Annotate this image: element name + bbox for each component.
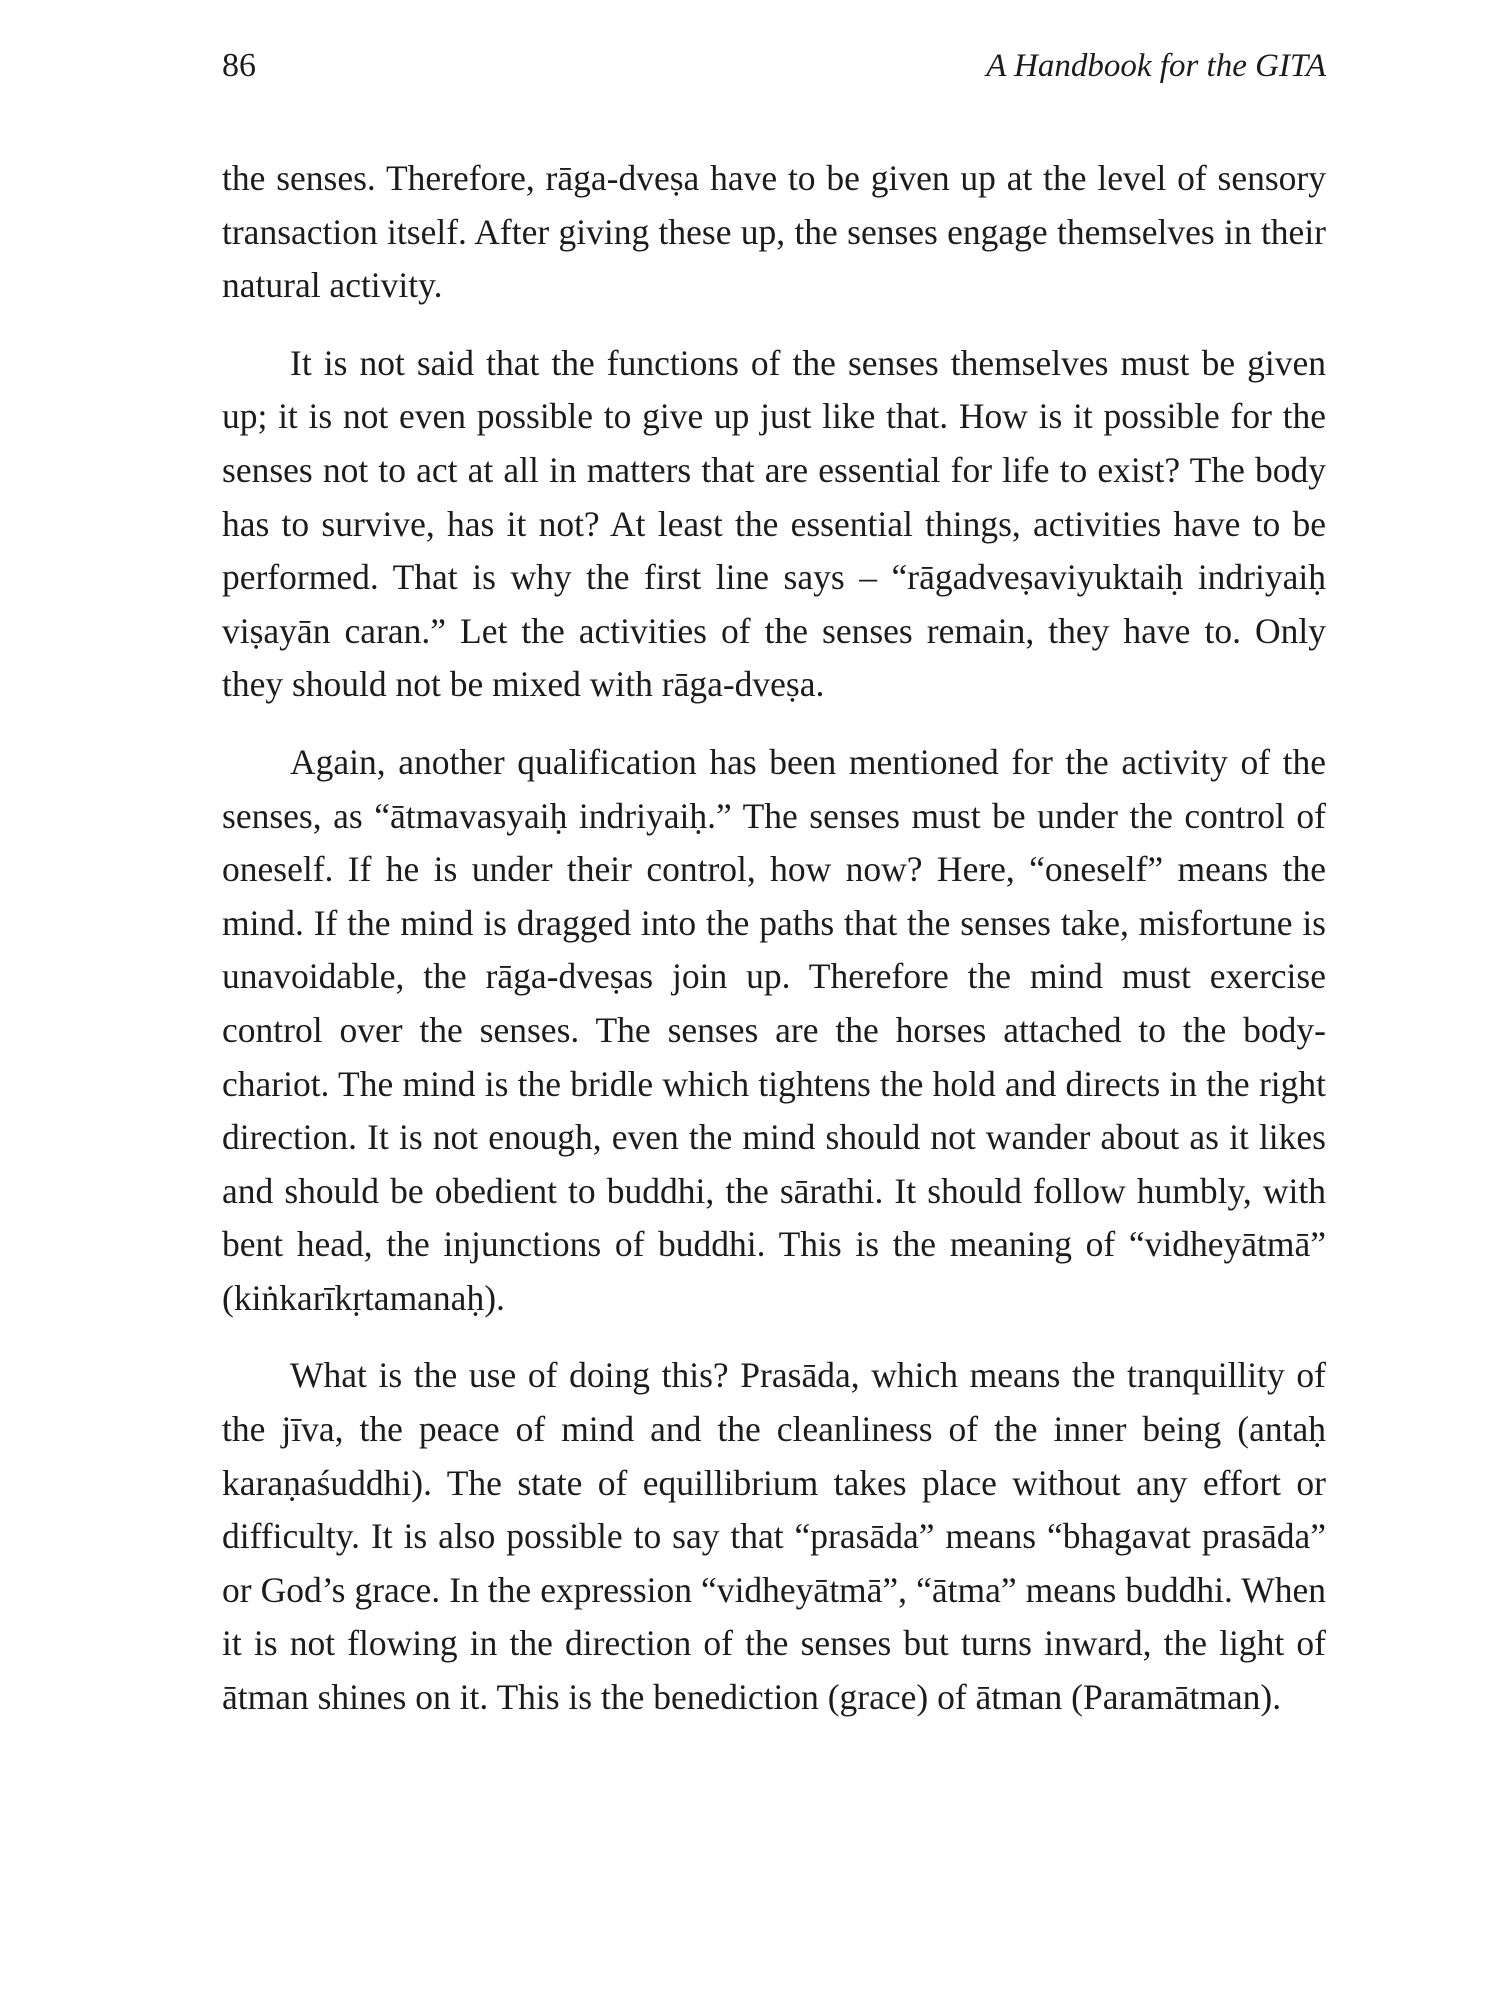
page-number: 86 [222, 47, 256, 84]
running-title: A Handbook for the GITA [986, 48, 1326, 84]
paragraph-continuation: the senses. Therefore, rāga-dveṣa have to be given up at the level of sensory transaction itself. After giving these up, the senses engage themselves in their natural activity. [222, 158, 1326, 306]
body-text [222, 152, 1326, 1725]
paragraph: Again, another qualification has been mentioned for the activity of the senses, as “ātmavasyaiḥ indriyaiḥ.” The senses must be under the control of oneself. If he is under their control, how now? Here, “oneself” means the mind. If the mind is dragged into the paths that the senses take, misfortune is unavoidable, the rāga-dveṣas join up. Therefore the mind must exercise control over the senses. The senses are the horses attached to the body-chariot. The mind is the bridle which tightens the hold and directs in the right direction. It is not enough, even the mind should not wander about as it likes and should be obedient to buddhi, the sārathi. It should follow humbly, with bent head, the injunctions of buddhi. This is the meaning of “vidheyātmā” (kiṅkarīkṛtamanaḥ). [222, 741, 1326, 1318]
paragraph: It is not said that the functions of the senses themselves must be given up; it is not even possible to give up just like that. How is it possible for the senses not to act at all in matters that are essential for life to exist? The body has to survive, has it not? At least the essential things, activities have to be performed. That is why the first line says – “rāgadveṣaviyuktaiḥ indriyaiḥ viṣayān caran.” Let the activities of the senses remain, they have to. Only they should not be mixed with rāga-dveṣa. [222, 342, 1326, 705]
paragraph: What is the use of doing this? Prasāda, which means the tranquillity of the jīva, the peace of mind and the cleanliness of the inner being (antaḥ karaṇaśuddhi). The state of equillibrium takes place without any effort or difficulty. It is also possible to say that “prasāda” means “bhagavat prasāda” or God’s grace. In the expression “vidheyātmā”, “ātma” means buddhi. When it is not flowing in the direction of the senses but turns inward, the light of ātman shines on it. This is the benediction (grace) of ātman (Paramātman). [222, 1355, 1326, 1718]
page-header [222, 46, 1326, 96]
